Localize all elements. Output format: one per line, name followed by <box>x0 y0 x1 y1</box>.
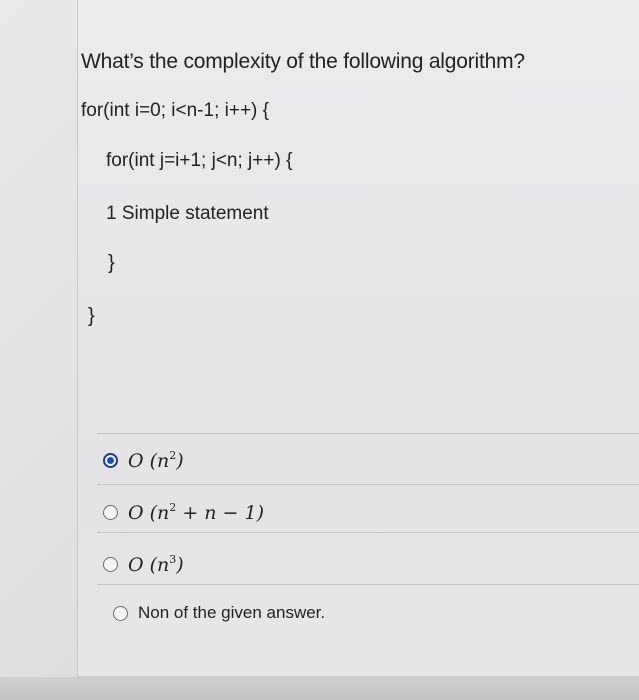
answer-option-2[interactable] <box>103 497 264 527</box>
radio-unselected-icon[interactable] <box>103 505 118 520</box>
option-label: Non of the given answer. <box>138 603 326 622</box>
code-outer-close: } <box>88 305 95 327</box>
bottom-edge <box>0 677 639 700</box>
question-prompt: What’s the complexity of the following algorithm? <box>81 50 525 73</box>
code-inner-close: } <box>108 252 115 274</box>
radio-selected-icon[interactable] <box>103 453 118 468</box>
divider <box>97 532 639 533</box>
divider <box>97 584 639 585</box>
radio-unselected-icon[interactable] <box>113 606 128 621</box>
code-outer-loop: for(int i=0; i<n-1; i++) { <box>81 100 269 121</box>
code-statement: 1 Simple statement <box>106 203 269 224</box>
divider <box>97 484 639 485</box>
radio-unselected-icon[interactable] <box>103 557 118 572</box>
option-label: O $(n^2 + n - 1)$ <box>128 500 265 524</box>
answer-option-1[interactable] <box>103 445 184 475</box>
code-inner-loop: for(int j=i+1; j<n; j++) { <box>106 150 293 171</box>
answer-option-3[interactable] <box>103 549 184 579</box>
option-label: O $(n^3)$ <box>128 552 184 576</box>
divider <box>97 433 639 434</box>
option-label: O $(n^2)$ <box>128 448 184 472</box>
answer-option-4[interactable] <box>113 598 325 628</box>
